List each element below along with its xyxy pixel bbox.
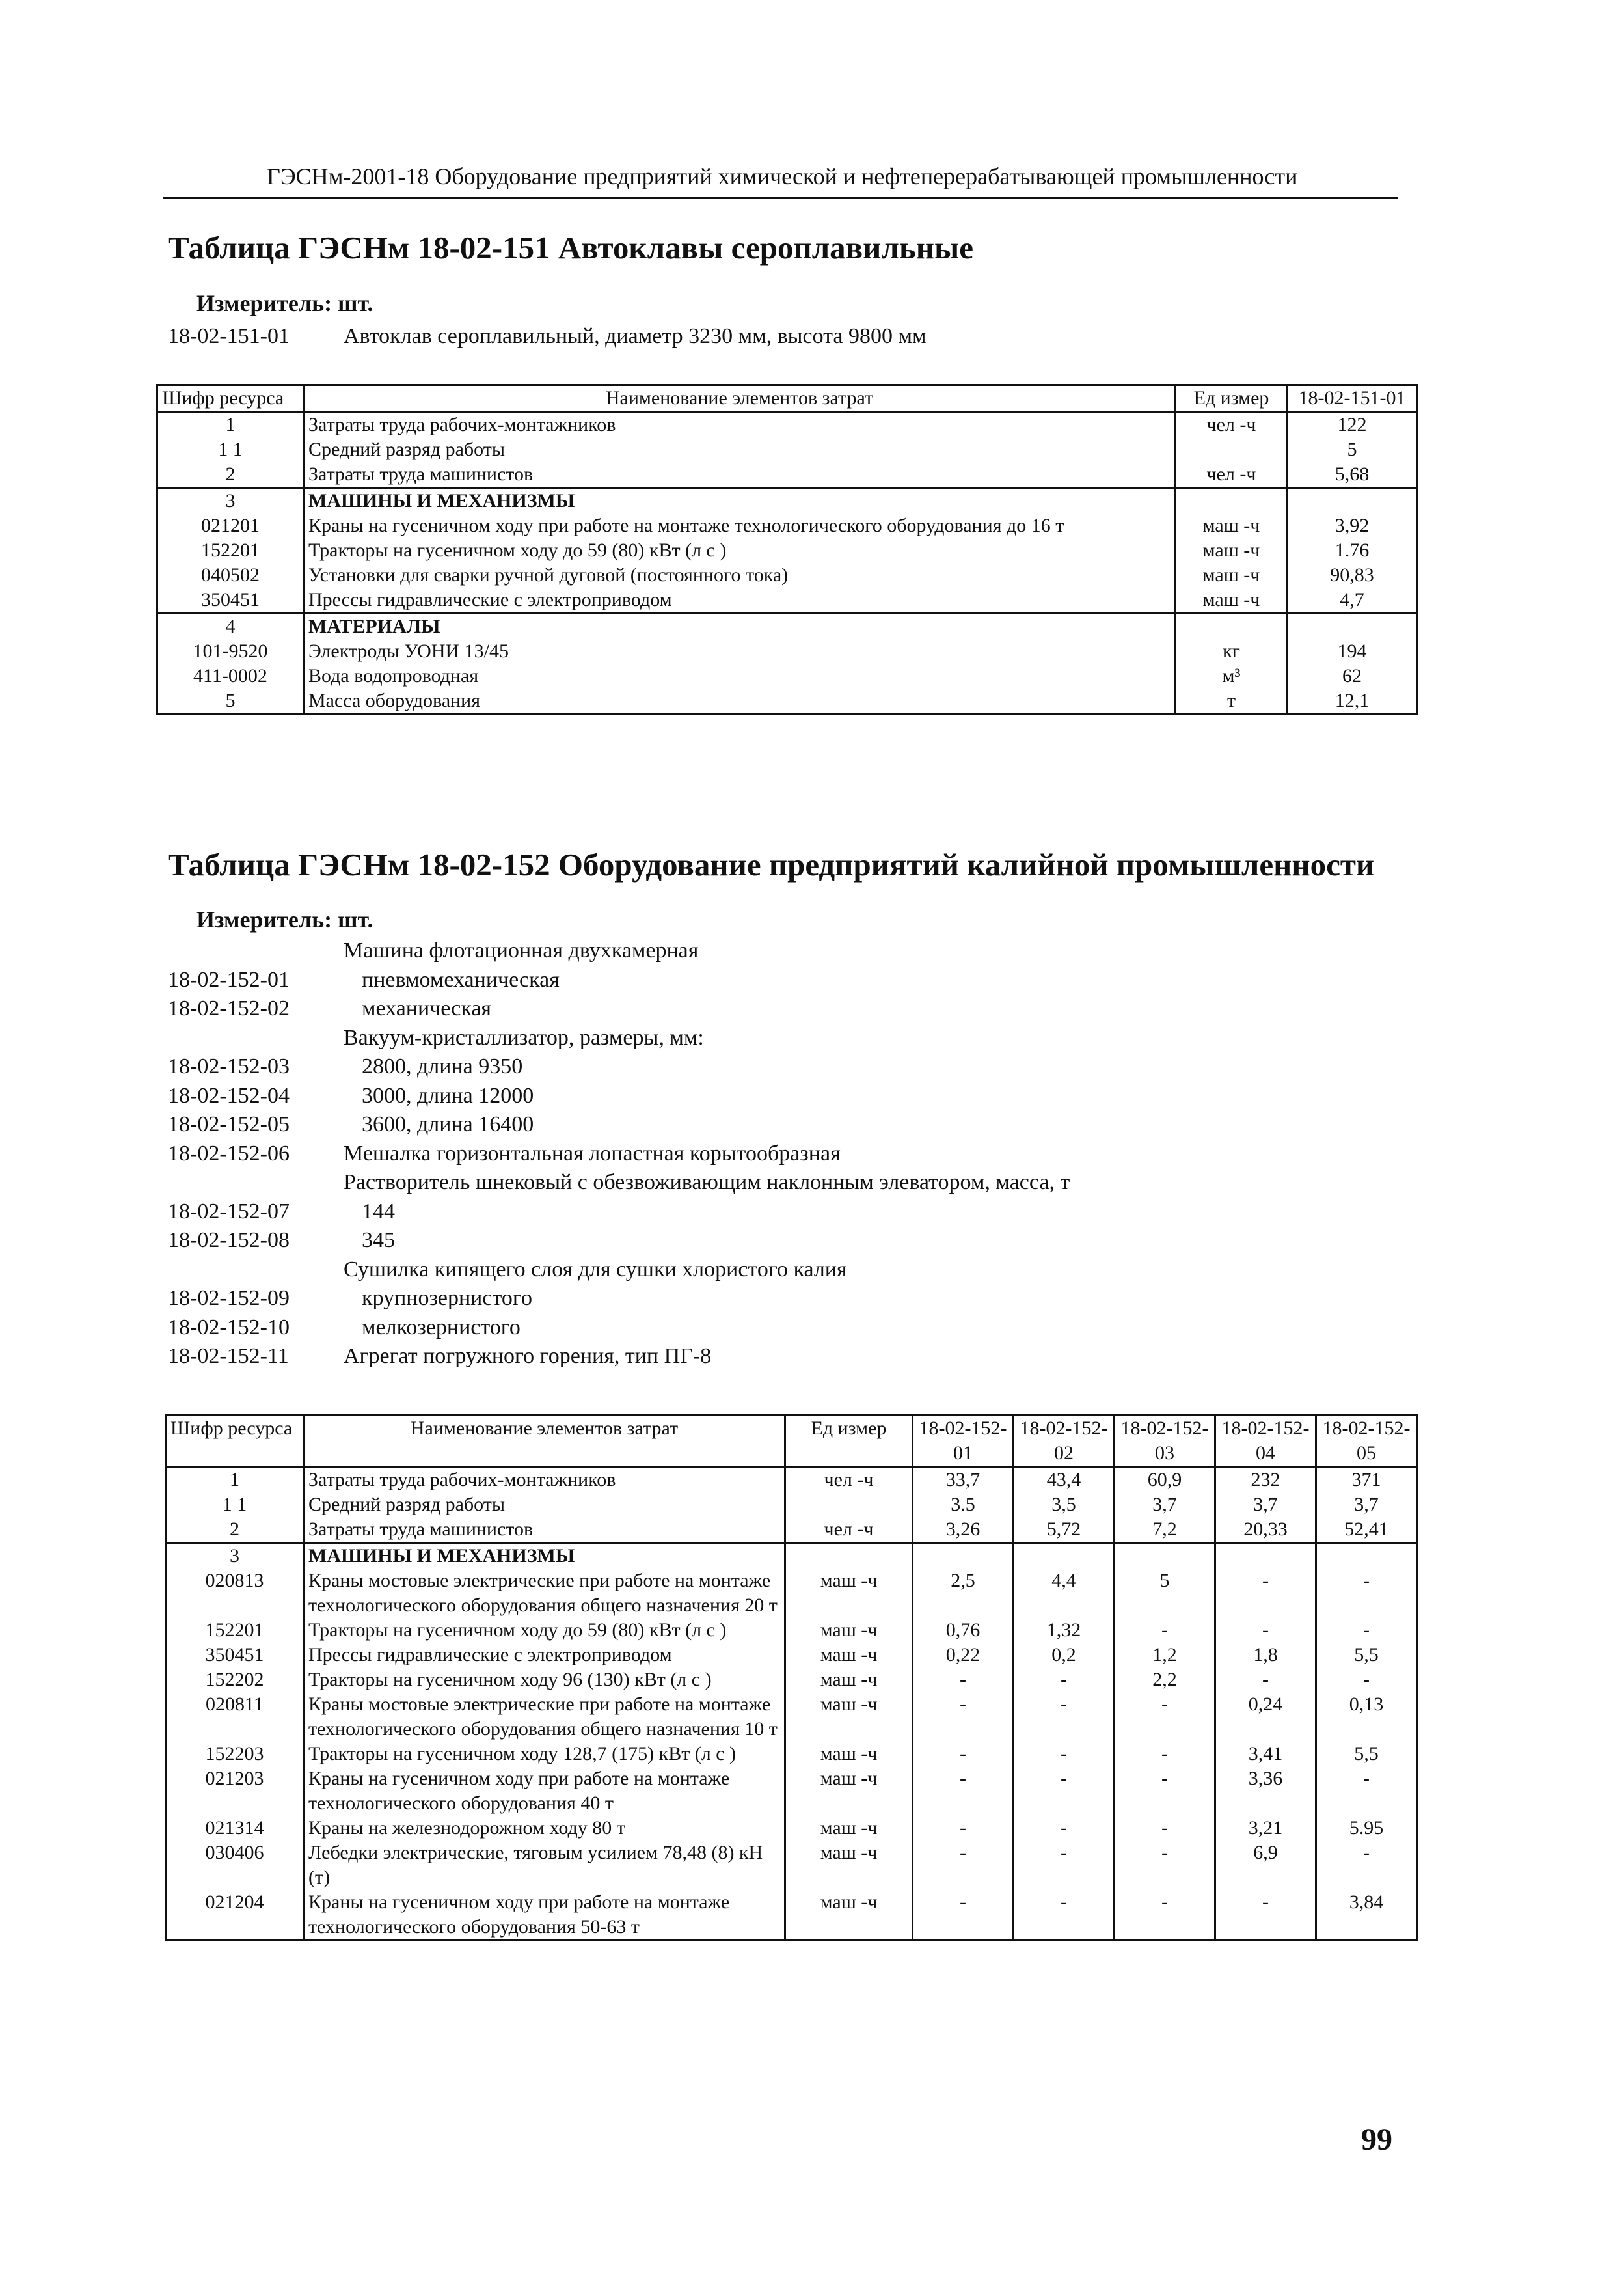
cell-value: - bbox=[1316, 1766, 1417, 1816]
table-row bbox=[157, 639, 1417, 664]
table-152-item bbox=[168, 1228, 1070, 1257]
cell-unit bbox=[1176, 488, 1288, 514]
cell-unit: маш -ч bbox=[785, 1742, 913, 1766]
cell-value bbox=[1288, 488, 1417, 514]
cell-code: 3 bbox=[157, 488, 304, 514]
cell-code: 020813 bbox=[166, 1569, 304, 1618]
table-row bbox=[157, 538, 1417, 563]
table-152-item bbox=[168, 939, 1070, 968]
cell-value: 0,2 bbox=[1014, 1643, 1115, 1667]
cell-unit: чел -ч bbox=[785, 1467, 913, 1493]
cell-unit: маш -ч bbox=[1176, 538, 1288, 563]
cell-name: Средний разряд работы bbox=[304, 1492, 785, 1517]
item-desc: 345 bbox=[362, 1228, 395, 1252]
cell-code: 152202 bbox=[166, 1667, 304, 1692]
cell-value: 194 bbox=[1288, 639, 1417, 664]
cell-value: 3,7 bbox=[1316, 1492, 1417, 1517]
cell-name: Краны мостовые электрические при работе на монтаже технологического оборудования общего назначения 10 т bbox=[304, 1692, 785, 1742]
cell-value: - bbox=[1316, 1841, 1417, 1890]
cell-value: 4,7 bbox=[1288, 588, 1417, 614]
item-code: 18-02-152-10 bbox=[168, 1315, 290, 1339]
col-header-code: Шифр ресурса bbox=[157, 385, 304, 412]
cell-value: - bbox=[913, 1766, 1014, 1816]
table-row bbox=[157, 437, 1417, 462]
cell-value: - bbox=[1115, 1816, 1215, 1841]
table-row bbox=[157, 462, 1417, 488]
cell-value: - bbox=[1215, 1569, 1316, 1618]
item-desc: Автоклав сероплавильный, диаметр 3230 мм, высота 9800 мм bbox=[344, 324, 927, 348]
table-152-item bbox=[168, 968, 1070, 997]
cell-value: - bbox=[1014, 1841, 1115, 1890]
cell-value: - bbox=[1115, 1618, 1215, 1643]
cell-value: - bbox=[1215, 1618, 1316, 1643]
cell-value: 1,32 bbox=[1014, 1618, 1115, 1643]
cell-code: 1 1 bbox=[166, 1492, 304, 1517]
col-header-value: 18-02-151-01 bbox=[1288, 385, 1417, 412]
cell-value: 7,2 bbox=[1115, 1517, 1215, 1543]
item-desc: Мешалка горизонтальная лопастная корытообразная bbox=[344, 1141, 841, 1166]
cell-unit: маш -ч bbox=[1176, 514, 1288, 538]
cell-value: 1.76 bbox=[1288, 538, 1417, 563]
cell-unit: чел -ч bbox=[785, 1517, 913, 1543]
cell-value: 3.5 bbox=[913, 1492, 1014, 1517]
cell-unit: маш -ч bbox=[785, 1618, 913, 1643]
cell-value: 20,33 bbox=[1215, 1517, 1316, 1543]
cell-unit: м³ bbox=[1176, 664, 1288, 689]
item-code: 18-02-152-04 bbox=[168, 1083, 290, 1108]
col-header-value: 18-02-152-02 bbox=[1014, 1416, 1115, 1467]
cell-name: Краны мостовые электрические при работе на монтаже технологического оборудования общего назначения 20 т bbox=[304, 1569, 785, 1618]
cell-name: Тракторы на гусеничном ходу 96 (130) кВт (л с ) bbox=[304, 1667, 785, 1692]
table-row bbox=[166, 1517, 1417, 1543]
cell-value: 5,5 bbox=[1316, 1742, 1417, 1766]
cell-unit: маш -ч bbox=[785, 1667, 913, 1692]
cell-name: Прессы гидравлические с электроприводом bbox=[304, 1643, 785, 1667]
cell-value: 1,2 bbox=[1115, 1643, 1215, 1667]
cell-value: 4,4 bbox=[1014, 1569, 1115, 1618]
cell-value: - bbox=[1115, 1890, 1215, 1941]
cell-unit: маш -ч bbox=[785, 1766, 913, 1816]
cell-value bbox=[1115, 1543, 1215, 1569]
col-header-name: Наименование элементов затрат bbox=[304, 1416, 785, 1467]
cell-value: 5,72 bbox=[1014, 1517, 1115, 1543]
item-code: 18-02-152-11 bbox=[168, 1344, 289, 1368]
cell-value: - bbox=[913, 1692, 1014, 1742]
cell-name: МАШИНЫ И МЕХАНИЗМЫ bbox=[304, 1543, 785, 1569]
table-row bbox=[157, 689, 1417, 715]
col-header-unit: Ед измер bbox=[1176, 385, 1288, 412]
cell-value: 5.95 bbox=[1316, 1816, 1417, 1841]
cell-unit: чел -ч bbox=[1176, 462, 1288, 488]
table-row bbox=[166, 1692, 1417, 1742]
cell-value: 5 bbox=[1288, 437, 1417, 462]
cell-code: 411-0002 bbox=[157, 664, 304, 689]
cell-value: 6,9 bbox=[1215, 1841, 1316, 1890]
cell-code: 2 bbox=[166, 1517, 304, 1543]
cell-unit: кг bbox=[1176, 639, 1288, 664]
cell-code: 1 bbox=[166, 1467, 304, 1493]
cell-value: 0,22 bbox=[913, 1643, 1014, 1667]
cell-code: 040502 bbox=[157, 563, 304, 588]
cell-value: - bbox=[1215, 1890, 1316, 1941]
table-row bbox=[157, 563, 1417, 588]
cell-name: Прессы гидравлические с электроприводом bbox=[304, 588, 1176, 614]
table-row bbox=[166, 1618, 1417, 1643]
table-row bbox=[157, 588, 1417, 614]
running-header: ГЭСНм-2001-18 Оборудование предприятий химической и нефтеперерабатывающей промышленности bbox=[267, 163, 1298, 189]
cell-value: - bbox=[913, 1742, 1014, 1766]
table-152-item bbox=[168, 1112, 1070, 1142]
item-code: 18-02-152-09 bbox=[168, 1286, 290, 1310]
cell-name: Электроды УОНИ 13/45 bbox=[304, 639, 1176, 664]
table-152-item bbox=[168, 1054, 1070, 1084]
cell-value: 52,41 bbox=[1316, 1517, 1417, 1543]
page-number: 99 bbox=[1361, 2122, 1392, 2157]
cell-name: Затраты труда рабочих-монтажников bbox=[304, 412, 1176, 438]
table-row bbox=[166, 1766, 1417, 1816]
cell-value: 3,7 bbox=[1215, 1492, 1316, 1517]
cell-value: 3,36 bbox=[1215, 1766, 1316, 1816]
cell-value: - bbox=[1115, 1841, 1215, 1890]
table-152-item bbox=[168, 1142, 1070, 1171]
item-code: 18-02-152-06 bbox=[168, 1141, 290, 1166]
table-row bbox=[166, 1467, 1417, 1493]
cell-value: - bbox=[1316, 1667, 1417, 1692]
cell-code: 101-9520 bbox=[157, 639, 304, 664]
cell-value: 3,5 bbox=[1014, 1492, 1115, 1517]
cell-code: 5 bbox=[157, 689, 304, 715]
cell-value: - bbox=[913, 1667, 1014, 1692]
cell-code: 021203 bbox=[166, 1766, 304, 1816]
cell-unit: маш -ч bbox=[785, 1569, 913, 1618]
item-desc: механическая bbox=[362, 996, 492, 1021]
cell-value: 1,8 bbox=[1215, 1643, 1316, 1667]
cell-code: 350451 bbox=[157, 588, 304, 614]
cell-value: - bbox=[1115, 1766, 1215, 1816]
cell-value: - bbox=[1215, 1667, 1316, 1692]
cell-unit bbox=[785, 1543, 913, 1569]
table-152-item bbox=[168, 1199, 1070, 1229]
item-desc: 3000, длина 12000 bbox=[362, 1083, 534, 1108]
cell-value: 3,84 bbox=[1316, 1890, 1417, 1941]
cell-code: 021314 bbox=[166, 1816, 304, 1841]
table-152-item bbox=[168, 996, 1070, 1026]
cell-name: Тракторы на гусеничном ходу до 59 (80) кВт (л с ) bbox=[304, 538, 1176, 563]
table-152-item-list bbox=[168, 939, 1070, 1373]
table-151-item bbox=[168, 324, 927, 349]
cell-value: 2,2 bbox=[1115, 1667, 1215, 1692]
cell-value: 62 bbox=[1288, 664, 1417, 689]
cell-value: - bbox=[1014, 1890, 1115, 1941]
item-desc: 3600, длина 16400 bbox=[362, 1112, 534, 1136]
cell-code: 1 bbox=[157, 412, 304, 438]
cell-code: 4 bbox=[157, 614, 304, 640]
cell-name: Затраты труда рабочих-монтажников bbox=[304, 1467, 785, 1493]
cell-name: Краны на гусеничном ходу при работе на монтаже технологического оборудования до 16 т bbox=[304, 514, 1176, 538]
cell-value: 3,7 bbox=[1115, 1492, 1215, 1517]
cell-value: 3,21 bbox=[1215, 1816, 1316, 1841]
table-152-measure: Измеритель: шт. bbox=[196, 907, 373, 933]
cell-name: Средний разряд работы bbox=[304, 437, 1176, 462]
table-152-item bbox=[168, 1170, 1070, 1199]
cell-value: 371 bbox=[1316, 1467, 1417, 1493]
cell-value: 3,92 bbox=[1288, 514, 1417, 538]
item-desc: 2800, длина 9350 bbox=[362, 1054, 523, 1078]
col-header-name: Наименование элементов затрат bbox=[304, 385, 1176, 412]
cell-unit bbox=[1176, 437, 1288, 462]
cell-value: 12,1 bbox=[1288, 689, 1417, 715]
cell-unit: маш -ч bbox=[785, 1643, 913, 1667]
table-152-body bbox=[166, 1467, 1417, 1941]
cell-code: 152201 bbox=[157, 538, 304, 563]
table-row bbox=[166, 1543, 1417, 1569]
item-code: 18-02-151-01 bbox=[168, 324, 290, 348]
table-152-item bbox=[168, 1286, 1070, 1315]
cell-unit: маш -ч bbox=[1176, 588, 1288, 614]
cell-value: - bbox=[1014, 1742, 1115, 1766]
cell-unit bbox=[785, 1492, 913, 1517]
table-152-item bbox=[168, 1315, 1070, 1345]
item-desc: Агрегат погружного горения, тип ПГ-8 bbox=[344, 1344, 712, 1368]
item-desc: 144 bbox=[362, 1199, 395, 1224]
cell-code: 3 bbox=[166, 1543, 304, 1569]
cell-value: - bbox=[1316, 1569, 1417, 1618]
item-code: 18-02-152-07 bbox=[168, 1199, 290, 1224]
item-code: 18-02-152-01 bbox=[168, 967, 290, 992]
table-152-header-row bbox=[166, 1416, 1417, 1467]
cell-code: 1 1 bbox=[157, 437, 304, 462]
cell-value: 0,76 bbox=[913, 1618, 1014, 1643]
cell-unit: маш -ч bbox=[1176, 563, 1288, 588]
table-152-item bbox=[168, 1026, 1070, 1055]
table-152-item bbox=[168, 1084, 1070, 1113]
cell-value bbox=[1014, 1543, 1115, 1569]
col-header-value: 18-02-152-04 bbox=[1215, 1416, 1316, 1467]
table-152-item bbox=[168, 1257, 1070, 1287]
cell-code: 021204 bbox=[166, 1890, 304, 1941]
cell-code: 021201 bbox=[157, 514, 304, 538]
table-151-header-row bbox=[157, 385, 1417, 412]
cell-name: Тракторы на гусеничном ходу до 59 (80) кВт (л с ) bbox=[304, 1618, 785, 1643]
cell-value: - bbox=[1014, 1816, 1115, 1841]
cell-unit: чел -ч bbox=[1176, 412, 1288, 438]
table-row bbox=[157, 664, 1417, 689]
col-header-unit: Ед измер bbox=[785, 1416, 913, 1467]
cell-name: Краны на гусеничном ходу при работе на монтаже технологического оборудования 40 т bbox=[304, 1766, 785, 1816]
item-desc: Машина флотационная двухкамерная bbox=[344, 939, 699, 963]
cell-unit: маш -ч bbox=[785, 1816, 913, 1841]
cell-name: МАТЕРИАЛЫ bbox=[304, 614, 1176, 640]
table-151-body bbox=[157, 412, 1417, 715]
table-row bbox=[166, 1667, 1417, 1692]
cell-unit: маш -ч bbox=[785, 1692, 913, 1742]
item-desc: Вакуум-кристаллизатор, размеры, мм: bbox=[344, 1025, 704, 1050]
cell-code: 152201 bbox=[166, 1618, 304, 1643]
col-header-code: Шифр ресурса bbox=[166, 1416, 304, 1467]
cell-unit: маш -ч bbox=[785, 1841, 913, 1890]
col-header-value: 18-02-152-01 bbox=[913, 1416, 1014, 1467]
table-row bbox=[166, 1492, 1417, 1517]
table-151 bbox=[156, 384, 1418, 715]
cell-value bbox=[913, 1543, 1014, 1569]
cell-value: 5 bbox=[1115, 1569, 1215, 1618]
cell-code: 350451 bbox=[166, 1643, 304, 1667]
table-152 bbox=[165, 1414, 1418, 1941]
item-code: 18-02-152-05 bbox=[168, 1112, 290, 1136]
cell-name: Краны на гусеничном ходу при работе на монтаже технологического оборудования 50-63 т bbox=[304, 1890, 785, 1941]
table-151-measure: Измеритель: шт. bbox=[196, 290, 373, 316]
cell-value: 5,5 bbox=[1316, 1643, 1417, 1667]
cell-value: - bbox=[1115, 1692, 1215, 1742]
cell-value: 3,26 bbox=[913, 1517, 1014, 1543]
cell-value bbox=[1215, 1543, 1316, 1569]
item-code: 18-02-152-02 bbox=[168, 996, 290, 1021]
cell-code: 2 bbox=[157, 462, 304, 488]
table-row bbox=[166, 1816, 1417, 1841]
cell-value: 33,7 bbox=[913, 1467, 1014, 1493]
cell-value: - bbox=[913, 1841, 1014, 1890]
col-header-value: 18-02-152-05 bbox=[1316, 1416, 1417, 1467]
cell-value: 122 bbox=[1288, 412, 1417, 438]
cell-value: 43,4 bbox=[1014, 1467, 1115, 1493]
cell-value: 232 bbox=[1215, 1467, 1316, 1493]
cell-value: - bbox=[1014, 1692, 1115, 1742]
cell-unit bbox=[1176, 614, 1288, 640]
cell-value: - bbox=[1115, 1742, 1215, 1766]
cell-value: - bbox=[913, 1816, 1014, 1841]
table-152-title: Таблица ГЭСНм 18-02-152 Оборудование предприятий калийной промышленности bbox=[168, 847, 1375, 883]
cell-code: 152203 bbox=[166, 1742, 304, 1766]
item-code: 18-02-152-08 bbox=[168, 1228, 290, 1252]
cell-value bbox=[1316, 1543, 1417, 1569]
table-row bbox=[166, 1643, 1417, 1667]
cell-name: Установки для сварки ручной дуговой (постоянного тока) bbox=[304, 563, 1176, 588]
item-desc: пневмомеханическая bbox=[362, 967, 560, 992]
cell-unit: маш -ч bbox=[785, 1890, 913, 1941]
cell-value bbox=[1288, 614, 1417, 640]
cell-unit: т bbox=[1176, 689, 1288, 715]
cell-name: Лебедки электрические, тяговым усилием 78,48 (8) кН (т) bbox=[304, 1841, 785, 1890]
col-header-value: 18-02-152-03 bbox=[1115, 1416, 1215, 1467]
cell-code: 020811 bbox=[166, 1692, 304, 1742]
cell-value: 0,13 bbox=[1316, 1692, 1417, 1742]
table-row bbox=[157, 614, 1417, 640]
item-desc: Сушилка кипящего слоя для сушки хлористого калия bbox=[344, 1257, 847, 1282]
cell-value: 90,83 bbox=[1288, 563, 1417, 588]
cell-name: Затраты труда машинистов bbox=[304, 462, 1176, 488]
cell-name: Тракторы на гусеничном ходу 128,7 (175) кВт (л с ) bbox=[304, 1742, 785, 1766]
item-code: 18-02-152-03 bbox=[168, 1054, 290, 1078]
cell-value: 5,68 bbox=[1288, 462, 1417, 488]
item-desc: крупнозернистого bbox=[362, 1286, 532, 1310]
table-row bbox=[166, 1890, 1417, 1941]
cell-name: Масса оборудования bbox=[304, 689, 1176, 715]
cell-name: Вода водопроводная bbox=[304, 664, 1176, 689]
table-row bbox=[166, 1841, 1417, 1890]
cell-name: Краны на железнодорожном ходу 80 т bbox=[304, 1816, 785, 1841]
item-desc: Растворитель шнековый с обезвоживающим наклонным элеватором, масса, т bbox=[344, 1170, 1070, 1194]
table-row bbox=[157, 412, 1417, 438]
cell-value: - bbox=[1014, 1667, 1115, 1692]
cell-value: 2,5 bbox=[913, 1569, 1014, 1618]
cell-value: - bbox=[913, 1890, 1014, 1941]
table-row bbox=[166, 1742, 1417, 1766]
cell-value: - bbox=[1316, 1618, 1417, 1643]
table-row bbox=[157, 488, 1417, 514]
cell-code: 030406 bbox=[166, 1841, 304, 1890]
cell-value: - bbox=[1014, 1766, 1115, 1816]
cell-value: 3,41 bbox=[1215, 1742, 1316, 1766]
table-151-title: Таблица ГЭСНм 18-02-151 Автоклавы сероплавильные bbox=[168, 230, 974, 266]
item-desc: мелкозернистого bbox=[362, 1315, 521, 1339]
cell-name: МАШИНЫ И МЕХАНИЗМЫ bbox=[304, 488, 1176, 514]
table-row bbox=[157, 514, 1417, 538]
cell-name: Затраты труда машинистов bbox=[304, 1517, 785, 1543]
header-rule bbox=[163, 197, 1398, 199]
cell-value: 60,9 bbox=[1115, 1467, 1215, 1493]
cell-value: 0,24 bbox=[1215, 1692, 1316, 1742]
table-152-item bbox=[168, 1344, 1070, 1373]
table-row bbox=[166, 1569, 1417, 1618]
